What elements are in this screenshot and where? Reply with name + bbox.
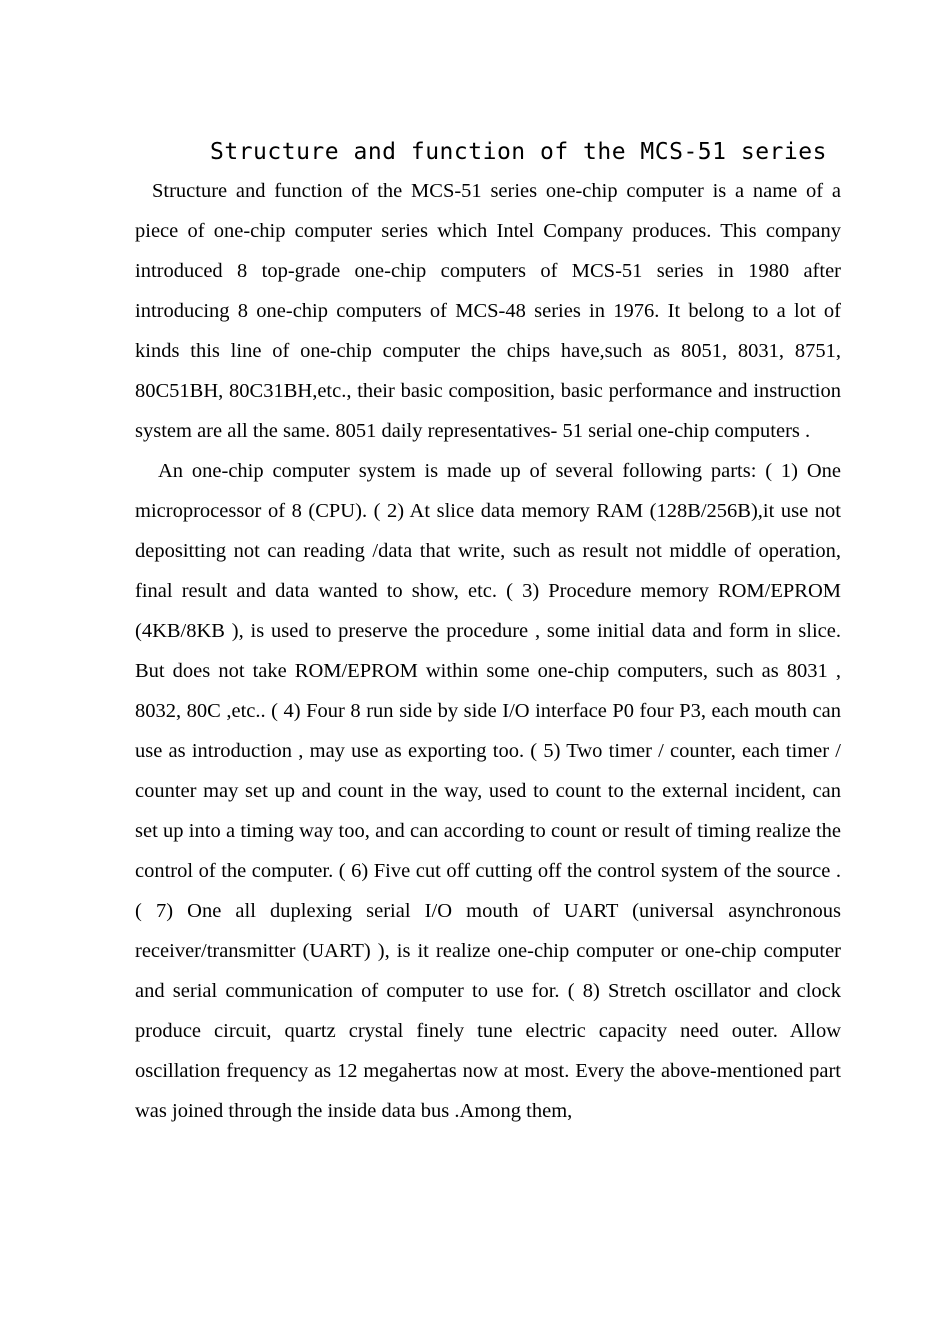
document-title: Structure and function of the MCS-51 series <box>210 139 827 165</box>
paragraph-intro: Structure and function of the MCS-51 series one-chip computer is a name of a piece of one-chip computer series which Intel Company produces. This company introduced 8 top-grade one-chip computers of MCS-51 series in 1980 after introducing 8 one-chip computers of MCS-48 series in 1976. It belong to a lot of kinds this line of one-chip computer the chips have,such as 8051, 8031, 8751, 80C51BH, 80C31BH,etc., their basic composition, basic performance and instruction system are all the same. 8051 daily representatives- 51 serial one-chip computers . <box>135 180 841 442</box>
document-body <box>135 171 841 1131</box>
paragraph-system-parts: An one-chip computer system is made up of several following parts: ( 1) One microprocessor of 8 (CPU). ( 2) At slice data memory RAM (128B/256B),it use not depositting not can reading /data that write, such as result not middle of operation, final result and data wanted to show, etc. ( 3) Procedure memory ROM/EPROM (4KB/8KB ), is used to preserve the procedure , some initial data and form in slice. But does not take ROM/EPROM within some one-chip computers, such as 8031 , 8032, 80C ,etc.. ( 4) Four 8 run side by side I/O interface P0 four P3, each mouth can use as introduction , may use as exporting too. ( 5) Two timer / counter, each timer / counter may set up and count in the way, used to count to the external incident, can set up into a timing way too, and can according to count or result of timing realize the control of the computer. ( 6) Five cut off cutting off the control system of the source . ( 7) One all duplexing serial I/O mouth of UART (universal asynchronous receiver/transmitter (UART) ), is it realize one-chip computer or one-chip computer and serial communication of computer to use for. ( 8) Stretch oscillator and clock produce circuit, quartz crystal finely tune electric capacity need outer. Allow oscillation frequency as 12 megahertas now at most. Every the above-mentioned part was joined through the inside data bus .Among them, <box>135 460 841 1122</box>
